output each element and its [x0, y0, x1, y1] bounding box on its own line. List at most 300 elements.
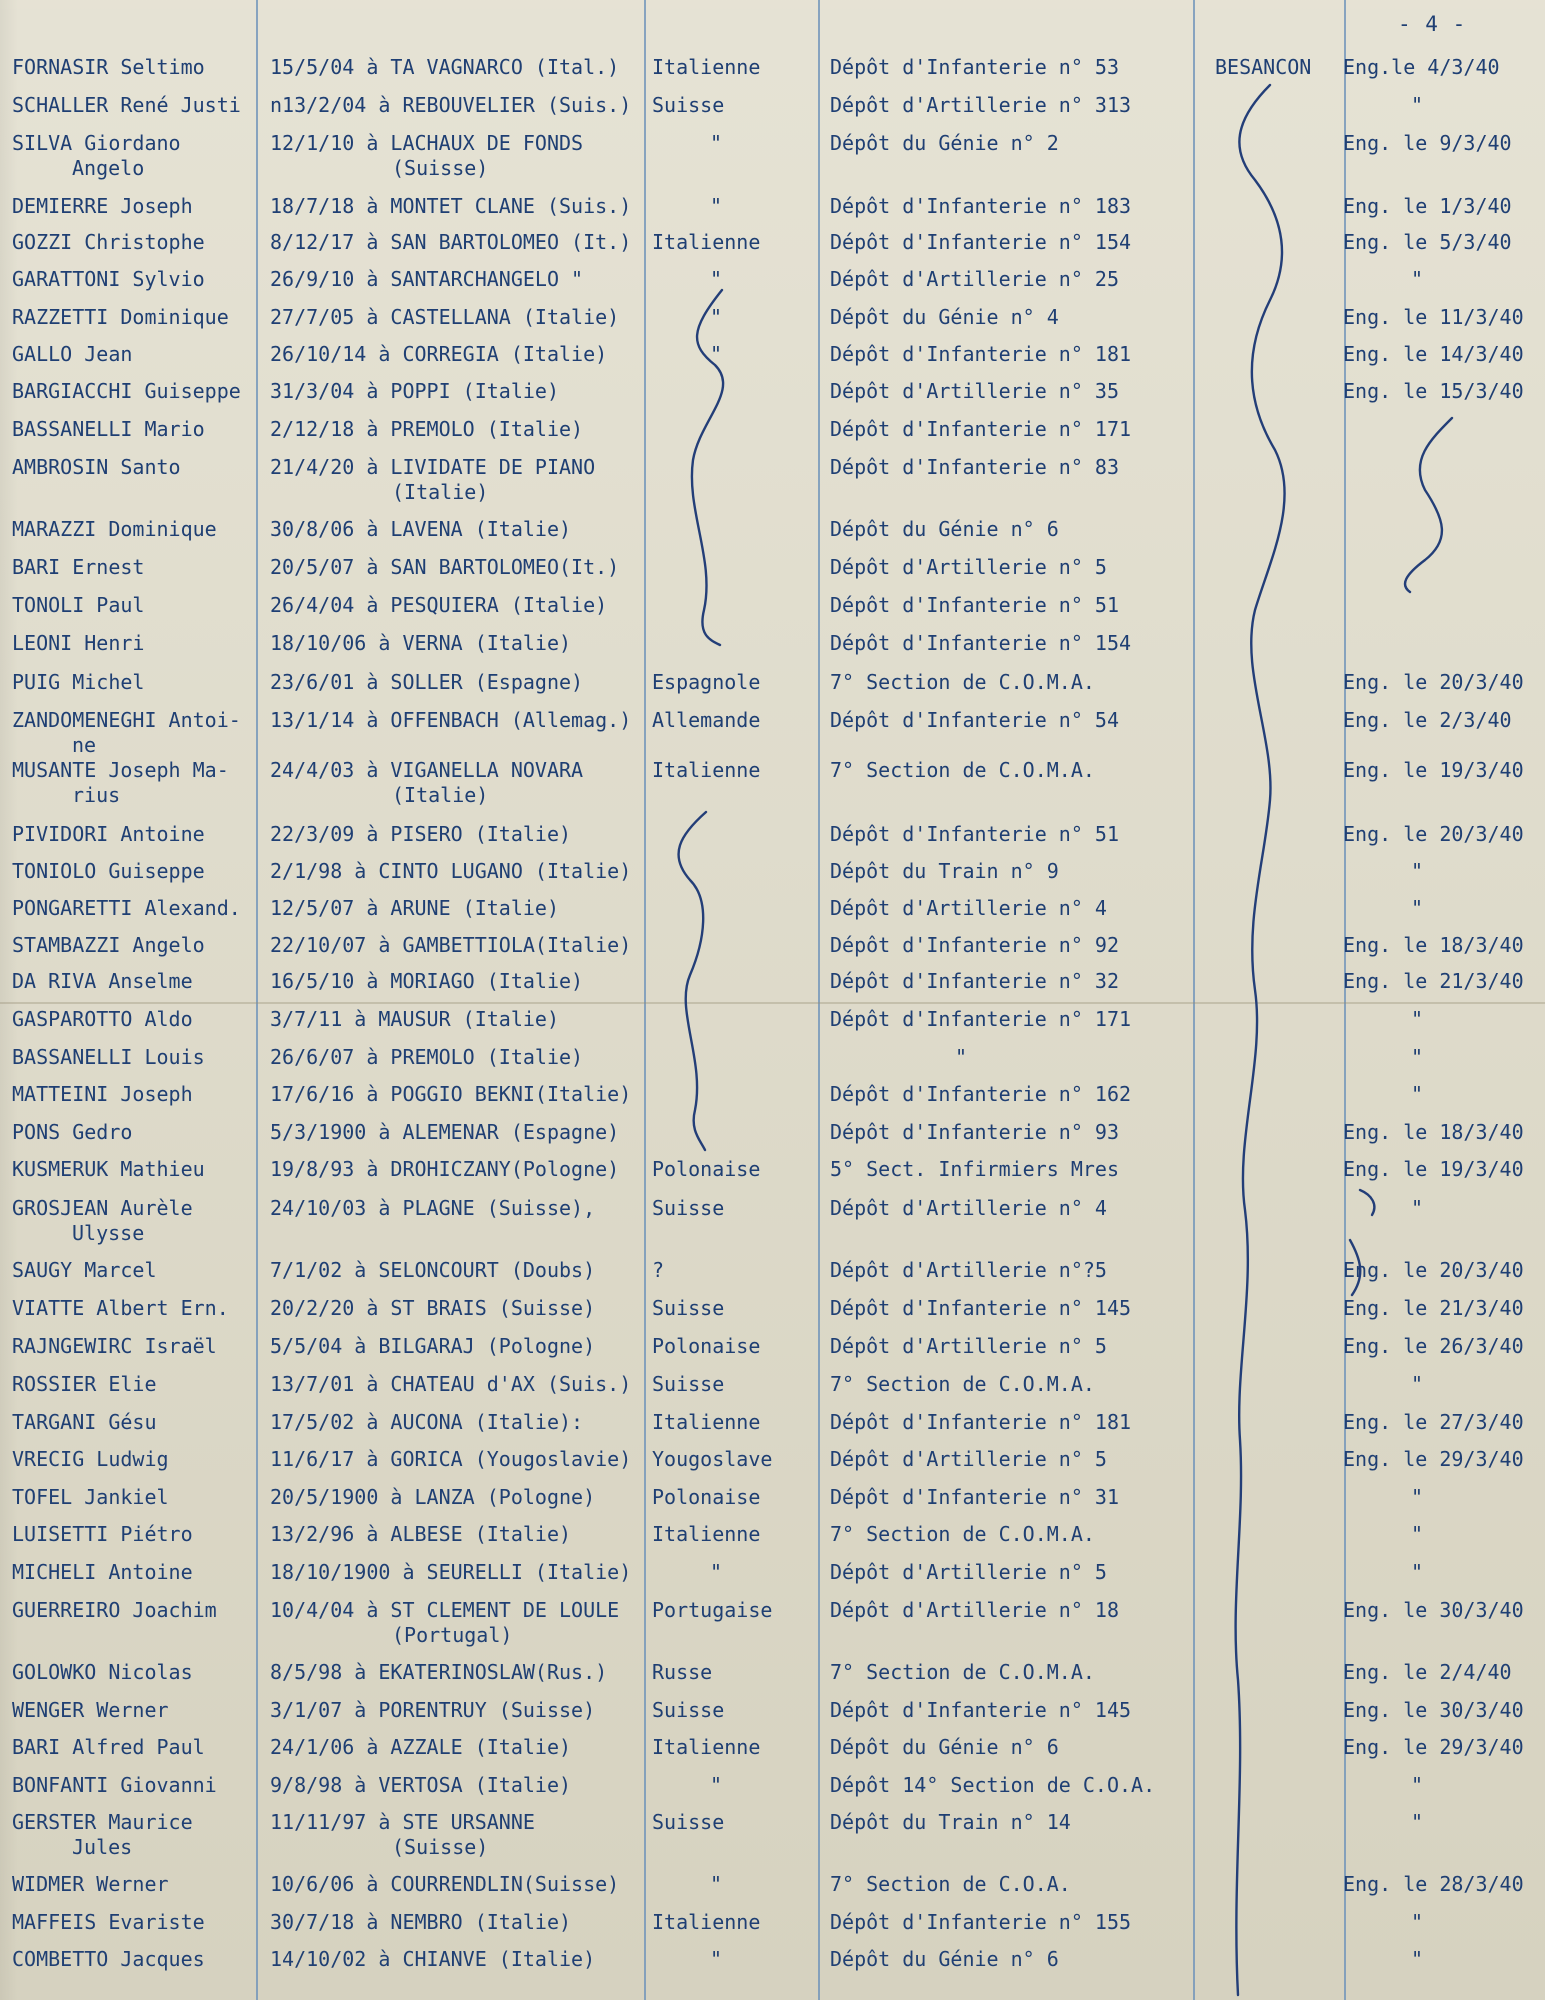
person-name-line1: COMBETTO Jacques	[12, 1947, 205, 1971]
person-name-line1: MATTEINI Joseph	[12, 1082, 193, 1106]
depot-assignment: 7° Section de C.O.M.A.	[830, 670, 1095, 694]
engagement-date: Eng. le 20/3/40	[1343, 1258, 1524, 1282]
birth-date-place	[270, 1598, 640, 1648]
engagement-date: Eng. le 2/3/40	[1343, 708, 1512, 732]
person-name	[12, 517, 248, 542]
nationality: Polonaise	[652, 1334, 761, 1358]
person-name	[12, 933, 248, 958]
person-name	[12, 670, 248, 695]
depot-assignment: Dépôt du Train n° 9	[830, 859, 1059, 883]
person-name-line1: BASSANELLI Mario	[12, 417, 205, 441]
person-name	[12, 593, 248, 618]
birth-line1: 10/6/06 à COURRENDLIN(Suisse)	[270, 1872, 620, 1896]
birth-line1: 14/10/02 à CHIANVE (Italie)	[270, 1947, 596, 1971]
person-name-line1: VRECIG Ludwig	[12, 1447, 169, 1471]
birth-date-place	[270, 1447, 640, 1472]
person-name-line2: Angelo	[72, 156, 145, 180]
birth-date-place	[270, 859, 640, 884]
birth-date-place	[270, 593, 640, 618]
birth-date-place	[270, 379, 640, 404]
engagement-date: Eng. le 5/3/40	[1343, 230, 1512, 254]
birth-date-place	[270, 933, 640, 958]
birth-date-place	[270, 417, 640, 442]
person-name-line2: ne	[72, 733, 97, 757]
depot-assignment: Dépôt d'Artillerie n° 5	[830, 1334, 1107, 1358]
nationality: Italienne	[652, 55, 761, 79]
person-name-line1: SILVA Giordano	[12, 131, 181, 155]
person-name	[12, 896, 248, 921]
person-name-line1: MICHELI Antoine	[12, 1560, 193, 1584]
birth-date-place	[270, 1296, 640, 1321]
person-name	[12, 1660, 248, 1685]
birth-line1: 13/1/14 à OFFENBACH (Allemag.)	[270, 708, 632, 732]
birth-line1: 26/9/10 à SANTARCHANGELO "	[270, 267, 584, 291]
birth-line1: 24/4/03 à VIGANELLA NOVARA	[270, 758, 584, 782]
nationality: "	[710, 342, 723, 366]
birth-line1: 2/12/18 à PREMOLO (Italie)	[270, 417, 584, 441]
person-name-line1: WENGER Werner	[12, 1698, 169, 1722]
person-name	[12, 1698, 248, 1723]
person-name	[12, 1296, 248, 1321]
person-name-line1: MARAZZI Dominique	[12, 517, 217, 541]
person-name	[12, 1007, 248, 1032]
person-name	[12, 1258, 248, 1283]
person-name-line1: BARI Ernest	[12, 555, 145, 579]
birth-line1: 19/8/93 à DROHICZANY(Pologne)	[270, 1157, 620, 1181]
birth-line1: n13/2/04 à REBOUVELIER (Suis.)	[270, 93, 632, 117]
birth-date-place	[270, 93, 640, 118]
person-name	[12, 859, 248, 884]
birth-date-place	[270, 631, 640, 656]
engagement-date: "	[1411, 1196, 1424, 1220]
nationality: Italienne	[652, 230, 761, 254]
engagement-date: "	[1411, 1485, 1424, 1509]
birth-line2: (Portugal)	[392, 1623, 513, 1647]
depot-assignment: Dépôt d'Infanterie n° 171	[830, 417, 1132, 441]
birth-line1: 13/7/01 à CHATEAU d'AX (Suis.)	[270, 1372, 632, 1396]
person-name-line1: KUSMERUK Mathieu	[12, 1157, 205, 1181]
birth-line1: 30/7/18 à NEMBRO (Italie)	[270, 1910, 572, 1934]
person-name	[12, 455, 248, 480]
depot-assignment: Dépôt d'Artillerie n° 5	[830, 555, 1107, 579]
birth-line1: 30/8/06 à LAVENA (Italie)	[270, 517, 572, 541]
person-name	[12, 1560, 248, 1585]
birth-date-place	[270, 670, 640, 695]
depot-assignment: "	[955, 1045, 968, 1069]
birth-line1: 21/4/20 à LIVIDATE DE PIANO	[270, 455, 596, 479]
person-name-line2: Ulysse	[72, 1221, 145, 1245]
person-name-line1: RAZZETTI Dominique	[12, 305, 229, 329]
person-name	[12, 267, 248, 292]
nationality: Suisse	[652, 1296, 725, 1320]
nationality: Italienne	[652, 1910, 761, 1934]
person-name-line1: SAUGY Marcel	[12, 1258, 157, 1282]
engagement-date: Eng. le 20/3/40	[1343, 822, 1524, 846]
engagement-date: Eng. le 26/3/40	[1343, 1334, 1524, 1358]
depot-assignment: Dépôt d'Infanterie n° 154	[830, 230, 1132, 254]
person-name	[12, 1082, 248, 1107]
engagement-date: "	[1411, 1560, 1424, 1584]
birth-line1: 10/4/04 à ST CLEMENT DE LOULE	[270, 1598, 620, 1622]
depot-assignment: Dépôt du Génie n° 2	[830, 131, 1059, 155]
nationality: Suisse	[652, 1372, 725, 1396]
birth-date-place	[270, 1660, 640, 1685]
birth-line1: 22/3/09 à PISERO (Italie)	[270, 822, 572, 846]
person-name	[12, 1410, 248, 1435]
nationality: Italienne	[652, 758, 761, 782]
person-name	[12, 1120, 248, 1145]
birth-date-place	[270, 517, 640, 542]
person-name	[12, 822, 248, 847]
nationality: "	[710, 1947, 723, 1971]
nationality: Portugaise	[652, 1598, 773, 1622]
nationality: Suisse	[652, 1810, 725, 1834]
birth-line1: 26/4/04 à PESQUIERA (Italie)	[270, 593, 608, 617]
depot-assignment: Dépôt d'Infanterie n° 171	[830, 1007, 1132, 1031]
person-name-line1: GERSTER Maurice	[12, 1810, 193, 1834]
depot-assignment: Dépôt d'Artillerie n° 4	[830, 1196, 1107, 1220]
person-name-line1: TONIOLO Guiseppe	[12, 859, 205, 883]
person-name-line1: GUERREIRO Joachim	[12, 1598, 217, 1622]
engagement-date: "	[1411, 1773, 1424, 1797]
engagement-date: Eng. le 1/3/40	[1343, 194, 1512, 218]
birth-line1: 23/6/01 à SOLLER (Espagne)	[270, 670, 584, 694]
birth-date-place	[270, 1045, 640, 1070]
nationality: Suisse	[652, 1698, 725, 1722]
birth-line1: 15/5/04 à TA VAGNARCO (Ital.)	[270, 55, 620, 79]
depot-assignment: Dépôt 14° Section de C.O.A.	[830, 1773, 1156, 1797]
ditto-wave-city-path	[1236, 85, 1285, 1995]
person-name	[12, 1598, 248, 1623]
birth-date-place	[270, 55, 640, 80]
depot-assignment: Dépôt d'Infanterie n° 154	[830, 631, 1132, 655]
page-number: - 4 -	[1398, 12, 1467, 36]
depot-assignment: Dépôt d'Infanterie n° 155	[830, 1910, 1132, 1934]
engagement-date: Eng. le 30/3/40	[1343, 1598, 1524, 1622]
person-name	[12, 305, 248, 330]
person-name-line1: BARGIACCHI Guiseppe	[12, 379, 241, 403]
nationality: Polonaise	[652, 1485, 761, 1509]
person-name-line2: Jules	[72, 1835, 133, 1859]
engagement-date: Eng. le 29/3/40	[1343, 1735, 1524, 1759]
depot-assignment: Dépôt du Train n° 14	[830, 1810, 1071, 1834]
birth-line1: 12/5/07 à ARUNE (Italie)	[270, 896, 559, 920]
birth-line1: 24/1/06 à AZZALE (Italie)	[270, 1735, 572, 1759]
person-name-line1: TONOLI Paul	[12, 593, 145, 617]
birth-date-place	[270, 1410, 640, 1435]
depot-assignment: Dépôt d'Artillerie n°?5	[830, 1258, 1107, 1282]
birth-date-place	[270, 131, 640, 181]
depot-assignment: Dépôt d'Infanterie n° 183	[830, 194, 1132, 218]
birth-date-place	[270, 267, 640, 292]
depot-assignment: Dépôt d'Infanterie n° 145	[830, 1698, 1132, 1722]
birth-line1: 9/8/98 à VERTOSA (Italie)	[270, 1773, 572, 1797]
birth-line1: 3/7/11 à MAUSUR (Italie)	[270, 1007, 559, 1031]
birth-date-place	[270, 1947, 640, 1972]
person-name	[12, 1447, 248, 1472]
person-name	[12, 758, 248, 808]
person-name	[12, 1372, 248, 1397]
person-name-line1: BASSANELLI Louis	[12, 1045, 205, 1069]
engagement-date: "	[1411, 267, 1424, 291]
birth-line1: 20/2/20 à ST BRAIS (Suisse)	[270, 1296, 596, 1320]
person-name-line1: SCHALLER René Justi	[12, 93, 241, 117]
nationality: "	[710, 194, 723, 218]
person-name	[12, 969, 248, 994]
person-name-line1: FORNASIR Seltimo	[12, 55, 205, 79]
depot-assignment: Dépôt d'Infanterie n° 93	[830, 1120, 1119, 1144]
birth-line2: (Suisse)	[392, 1835, 489, 1859]
engagement-date: Eng. le 20/3/40	[1343, 670, 1524, 694]
depot-assignment: Dépôt d'Infanterie n° 31	[830, 1485, 1119, 1509]
engagement-date: "	[1411, 1372, 1424, 1396]
nationality: Italienne	[652, 1735, 761, 1759]
birth-date-place	[270, 305, 640, 330]
depot-assignment: Dépôt du Génie n° 6	[830, 1947, 1059, 1971]
person-name	[12, 1947, 248, 1972]
engagement-date: "	[1411, 1082, 1424, 1106]
person-name	[12, 379, 248, 404]
birth-line1: 26/6/07 à PREMOLO (Italie)	[270, 1045, 584, 1069]
person-name	[12, 342, 248, 367]
person-name	[12, 131, 248, 181]
nationality: "	[710, 131, 723, 155]
person-name-line1: GASPAROTTO Aldo	[12, 1007, 193, 1031]
engagement-date: Eng. le 2/4/40	[1343, 1660, 1512, 1684]
birth-date-place	[270, 708, 640, 733]
depot-assignment: Dépôt d'Artillerie n° 35	[830, 379, 1119, 403]
person-name-line1: PUIG Michel	[12, 670, 145, 694]
person-name	[12, 194, 248, 219]
birth-line1: 11/11/97 à STE URSANNE	[270, 1810, 535, 1834]
engagement-date: Eng. le 19/3/40	[1343, 758, 1524, 782]
birth-line1: 17/6/16 à POGGIO BEKNI(Italie)	[270, 1082, 632, 1106]
engagement-date: Eng. le 18/3/40	[1343, 1120, 1524, 1144]
nationality: Suisse	[652, 1196, 725, 1220]
column-rule-2	[644, 0, 646, 2000]
birth-line1: 13/2/96 à ALBESE (Italie)	[270, 1522, 572, 1546]
engagement-date: Eng. le 21/3/40	[1343, 1296, 1524, 1320]
person-name-line1: PONGARETTI Alexand.	[12, 896, 241, 920]
person-name	[12, 93, 248, 118]
birth-date-place	[270, 342, 640, 367]
birth-date-place	[270, 1196, 640, 1221]
engagement-date: "	[1411, 859, 1424, 883]
nationality: Yougoslave	[652, 1447, 773, 1471]
birth-date-place	[270, 230, 640, 255]
birth-line1: 12/1/10 à LACHAUX DE FONDS	[270, 131, 584, 155]
engagement-date: "	[1411, 1045, 1424, 1069]
birth-line1: 31/3/04 à POPPI (Italie)	[270, 379, 559, 403]
birth-line1: 18/7/18 à MONTET CLANE (Suis.)	[270, 194, 632, 218]
depot-assignment: Dépôt d'Artillerie n° 5	[830, 1447, 1107, 1471]
person-name-line1: LEONI Henri	[12, 631, 145, 655]
person-name-line1: GOZZI Christophe	[12, 230, 205, 254]
engagement-date: "	[1411, 1522, 1424, 1546]
person-name	[12, 1910, 248, 1935]
birth-line1: 5/3/1900 à ALEMENAR (Espagne)	[270, 1120, 620, 1144]
person-name-line1: GROSJEAN Aurèle	[12, 1196, 193, 1220]
person-name	[12, 417, 248, 442]
birth-date-place	[270, 1522, 640, 1547]
nationality: "	[710, 267, 723, 291]
nationality: Russe	[652, 1660, 713, 1684]
depot-assignment: Dépôt d'Infanterie n° 32	[830, 969, 1119, 993]
person-name	[12, 1045, 248, 1070]
birth-date-place	[270, 1007, 640, 1032]
person-name	[12, 1334, 248, 1359]
person-name-line1: BONFANTI Giovanni	[12, 1773, 217, 1797]
birth-line1: 3/1/07 à PORENTRUY (Suisse)	[270, 1698, 596, 1722]
birth-date-place	[270, 896, 640, 921]
birth-line1: 24/10/03 à PLAGNE (Suisse),	[270, 1196, 596, 1220]
person-name-line1: STAMBAZZI Angelo	[12, 933, 205, 957]
birth-date-place	[270, 1698, 640, 1723]
depot-assignment: Dépôt d'Artillerie n° 18	[830, 1598, 1119, 1622]
person-name-line1: VIATTE Albert Ern.	[12, 1296, 229, 1320]
person-name	[12, 1810, 248, 1860]
birth-line1: 5/5/04 à BILGARAJ (Pologne)	[270, 1334, 596, 1358]
person-name-line1: RAJNGEWIRC Israël	[12, 1334, 217, 1358]
birth-date-place	[270, 1910, 640, 1935]
birth-date-place	[270, 1810, 640, 1860]
birth-date-place	[270, 758, 640, 808]
depot-assignment: Dépôt du Génie n° 4	[830, 305, 1059, 329]
person-name	[12, 1157, 248, 1182]
ditto-wave-engagement-path	[1405, 418, 1452, 592]
birth-date-place	[270, 1258, 640, 1283]
column-rule-3	[818, 0, 820, 2000]
depot-assignment: Dépôt d'Infanterie n° 54	[830, 708, 1119, 732]
birth-date-place	[270, 969, 640, 994]
column-rule-1	[256, 0, 258, 2000]
nationality: ?	[652, 1258, 665, 1282]
depot-assignment: Dépôt d'Artillerie n° 25	[830, 267, 1119, 291]
birth-date-place	[270, 1157, 640, 1182]
birth-line1: 22/10/07 à GAMBETTIOLA(Italie)	[270, 933, 632, 957]
engagement-date: Eng. le 21/3/40	[1343, 969, 1524, 993]
person-name-line1: GOLOWKO Nicolas	[12, 1660, 193, 1684]
engagement-date: Eng.le 4/3/40	[1343, 55, 1500, 79]
birth-line1: 26/10/14 à CORREGIA (Italie)	[270, 342, 608, 366]
birth-line1: 16/5/10 à MORIAGO (Italie)	[270, 969, 584, 993]
person-name-line1: TOFEL Jankiel	[12, 1485, 169, 1509]
birth-date-place	[270, 1485, 640, 1510]
engagement-date: Eng. le 9/3/40	[1343, 131, 1512, 155]
engagement-date: Eng. le 30/3/40	[1343, 1698, 1524, 1722]
nationality: "	[710, 305, 723, 329]
depot-assignment: 7° Section de C.O.M.A.	[830, 1660, 1095, 1684]
person-name-line2: rius	[72, 783, 121, 807]
birth-line1: 2/1/98 à CINTO LUGANO (Italie)	[270, 859, 632, 883]
person-name-line1: DA RIVA Anselme	[12, 969, 193, 993]
birth-date-place	[270, 194, 640, 219]
engagement-date: "	[1411, 1947, 1424, 1971]
birth-line1: 18/10/06 à VERNA (Italie)	[270, 631, 572, 655]
depot-assignment: Dépôt d'Infanterie n° 162	[830, 1082, 1132, 1106]
depot-assignment: Dépôt du Génie n° 6	[830, 1735, 1059, 1759]
engagement-date: "	[1411, 896, 1424, 920]
nationality: Polonaise	[652, 1157, 761, 1181]
engagement-date: Eng. le 15/3/40	[1343, 379, 1524, 403]
birth-date-place	[270, 1560, 640, 1585]
paper-fold	[0, 1002, 1545, 1004]
birth-date-place	[270, 455, 640, 505]
nationality: "	[710, 1872, 723, 1896]
ditto-wave-nationality-2-path	[679, 812, 706, 1150]
city: BESANCON	[1215, 55, 1312, 79]
person-name	[12, 230, 248, 255]
birth-date-place	[270, 1334, 640, 1359]
depot-assignment: Dépôt d'Infanterie n° 51	[830, 822, 1119, 846]
nationality: Italienne	[652, 1410, 761, 1434]
nationality: Espagnole	[652, 670, 761, 694]
engagement-date: "	[1411, 93, 1424, 117]
birth-line1: 11/6/17 à GORICA (Yougoslavie)	[270, 1447, 632, 1471]
depot-assignment: Dépôt d'Infanterie n° 92	[830, 933, 1119, 957]
depot-assignment: Dépôt d'Artillerie n° 4	[830, 896, 1107, 920]
birth-line1: 8/5/98 à EKATERINOSLAW(Rus.)	[270, 1660, 608, 1684]
birth-line2: (Suisse)	[392, 156, 489, 180]
birth-date-place	[270, 822, 640, 847]
person-name	[12, 1485, 248, 1510]
engagement-date: Eng. le 18/3/40	[1343, 933, 1524, 957]
person-name-line1: PONS Gedro	[12, 1120, 133, 1144]
depot-assignment: Dépôt d'Infanterie n° 145	[830, 1296, 1132, 1320]
birth-date-place	[270, 1735, 640, 1760]
person-name-line1: DEMIERRE Joseph	[12, 194, 193, 218]
birth-line1: 20/5/1900 à LANZA (Pologne)	[270, 1485, 596, 1509]
birth-date-place	[270, 1082, 640, 1107]
person-name-line1: MUSANTE Joseph Ma-	[12, 758, 229, 782]
person-name	[12, 1773, 248, 1798]
depot-assignment: Dépôt d'Artillerie n° 313	[830, 93, 1132, 117]
birth-date-place	[270, 1773, 640, 1798]
depot-assignment: 7° Section de C.O.M.A.	[830, 1372, 1095, 1396]
depot-assignment: Dépôt d'Infanterie n° 51	[830, 593, 1119, 617]
birth-date-place	[270, 1120, 640, 1145]
nationality: "	[710, 1773, 723, 1797]
engagement-date: "	[1411, 1910, 1424, 1934]
engagement-date: "	[1411, 1810, 1424, 1834]
engagement-date: "	[1411, 1007, 1424, 1031]
engagement-date: Eng. le 28/3/40	[1343, 1872, 1524, 1896]
person-name-line1: PIVIDORI Antoine	[12, 822, 205, 846]
nationality: Italienne	[652, 1522, 761, 1546]
person-name	[12, 631, 248, 656]
person-name-line1: GALLO Jean	[12, 342, 133, 366]
birth-line1: 8/12/17 à SAN BARTOLOMEO (It.)	[270, 230, 632, 254]
depot-assignment: Dépôt d'Infanterie n° 83	[830, 455, 1119, 479]
engagement-date: Eng. le 27/3/40	[1343, 1410, 1524, 1434]
column-rule-4	[1193, 0, 1195, 2000]
person-name	[12, 1196, 248, 1246]
birth-line1: 7/1/02 à SELONCOURT (Doubs)	[270, 1258, 596, 1282]
birth-line2: (Italie)	[392, 480, 489, 504]
depot-assignment: 5° Sect. Infirmiers Mres	[830, 1157, 1119, 1181]
depot-assignment: Dépôt d'Artillerie n° 5	[830, 1560, 1107, 1584]
depot-assignment: 7° Section de C.O.M.A.	[830, 758, 1095, 782]
birth-line2: (Italie)	[392, 783, 489, 807]
person-name-line1: BARI Alfred Paul	[12, 1735, 205, 1759]
nationality: "	[710, 1560, 723, 1584]
birth-line1: 17/5/02 à AUCONA (Italie):	[270, 1410, 584, 1434]
person-name-line1: ROSSIER Elie	[12, 1372, 157, 1396]
birth-date-place	[270, 555, 640, 580]
birth-line1: 20/5/07 à SAN BARTOLOMEO(It.)	[270, 555, 620, 579]
birth-line1: 18/10/1900 à SEURELLI (Italie)	[270, 1560, 632, 1584]
person-name	[12, 708, 248, 758]
